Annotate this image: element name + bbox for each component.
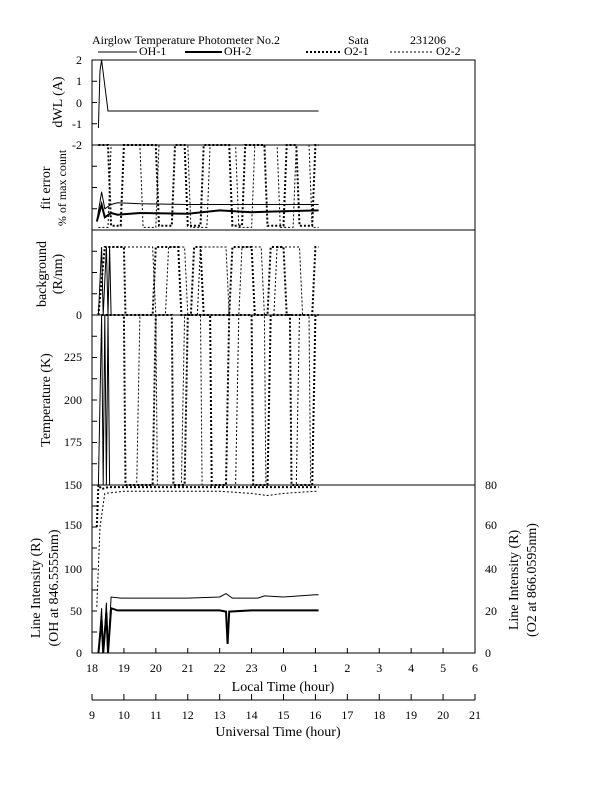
intensity-series-oh-1 xyxy=(98,594,318,653)
x-local-tick-label: 5 xyxy=(440,661,447,675)
intensity-left-ticks xyxy=(64,518,82,660)
panel-temp-frame xyxy=(92,315,475,485)
temp-tick-175: 175 xyxy=(64,435,82,449)
legend-label-oh1: OH-1 xyxy=(139,44,167,58)
x-local-tick-label: 22 xyxy=(213,661,226,675)
x-ut-tick-label: 14 xyxy=(245,708,258,722)
x-ut-tick-label: 15 xyxy=(277,708,290,722)
intensity-series-o2-2 xyxy=(97,491,319,607)
x-ut-tick-label: 16 xyxy=(309,708,322,722)
intensity-right-ylabel-1: Line Intensity (R) xyxy=(507,529,522,631)
temp-ticks xyxy=(64,350,82,492)
x-ut-tick-label: 13 xyxy=(213,708,226,722)
int-left-tick-100: 100 xyxy=(64,562,82,576)
x-local-tick-label: 0 xyxy=(280,661,287,675)
panel-bg-frame xyxy=(92,230,475,315)
x-ut-tick-label: 20 xyxy=(437,708,450,722)
int-right-tick-20: 20 xyxy=(485,604,497,618)
int-right-tick-40: 40 xyxy=(485,562,497,576)
x-ut-tick-label: 11 xyxy=(150,708,162,722)
int-left-tick-150: 150 xyxy=(64,518,82,532)
legend-label-o21: O2-1 xyxy=(344,44,369,58)
panel-intensity-frame xyxy=(92,485,475,653)
intensity-left-ylabel-1: Line Intensity (R) xyxy=(29,537,44,639)
dwl-tick-2: 2 xyxy=(76,53,82,67)
x-local-tick-label: 6 xyxy=(472,661,478,675)
temp-tick-150: 150 xyxy=(64,478,82,492)
x-ut-tick-label: 12 xyxy=(181,708,194,722)
x-ut-tick-label: 21 xyxy=(469,708,481,722)
panel-dwl-frame xyxy=(92,60,475,145)
int-right-tick-60: 60 xyxy=(485,518,497,532)
x-local-tick-label: 4 xyxy=(408,661,415,675)
temp-tick-200: 200 xyxy=(64,393,82,407)
legend-label-oh2: OH-2 xyxy=(224,44,252,58)
x-ut-label: Universal Time (hour) xyxy=(215,725,341,740)
x-ut-tick-label: 10 xyxy=(117,708,130,722)
dwl-ticks xyxy=(72,53,82,152)
temp-series-o2-1 xyxy=(102,315,319,485)
dwl-tick-m1: -1 xyxy=(72,117,82,131)
dwl-series-oh-1 xyxy=(98,60,318,128)
x-local-tick-label: 3 xyxy=(376,661,383,675)
tick-marks xyxy=(86,81,481,722)
x-ut-tick-label: 17 xyxy=(341,708,354,722)
bg-ylabel-2: (R/nm) xyxy=(51,253,66,295)
series-layer xyxy=(97,60,319,653)
chart-site: Sata xyxy=(348,33,369,47)
fit-ylabel-1: fit error xyxy=(39,166,54,210)
temp-series-o2-2 xyxy=(111,315,319,485)
int-left-tick-50: 50 xyxy=(70,604,82,618)
x-local-tick-label: 20 xyxy=(149,661,162,675)
intensity-right-ylabel-2: (O2 at 866.0595nm) xyxy=(525,523,540,637)
dwl-tick-0: 0 xyxy=(76,96,82,110)
dwl-tick-m2: -2 xyxy=(72,138,82,152)
dwl-tick-1: 1 xyxy=(76,74,82,88)
int-right-tick-80: 80 xyxy=(485,478,497,492)
x-local-label: Local Time (hour) xyxy=(231,680,335,695)
dwl-ylabel: dWL (A) xyxy=(51,76,66,128)
chart-title: Airglow Temperature Photometer No.2 xyxy=(92,33,281,47)
bg-ylabel-1: background xyxy=(35,240,50,308)
chart-date: 231206 xyxy=(410,33,446,47)
bg-tick-0: 0 xyxy=(76,308,82,322)
bg-series-o2-1 xyxy=(98,247,318,315)
intensity-right-ticks xyxy=(485,478,497,660)
x-local-tick-label: 18 xyxy=(86,661,98,675)
legend-label-o22: O2-2 xyxy=(436,44,461,58)
fit-ylabel-2: % of max count xyxy=(55,149,69,227)
x-local-tick-label: 19 xyxy=(117,661,130,675)
intensity-series-oh-2 xyxy=(98,608,318,653)
int-right-tick-0: 0 xyxy=(485,646,491,660)
x-ut-tick-label: 18 xyxy=(373,708,386,722)
x-ut-tick-label: 9 xyxy=(89,708,95,722)
temp-ylabel: Temperature (K) xyxy=(39,353,54,447)
int-left-tick-0: 0 xyxy=(76,646,82,660)
temp-tick-225: 225 xyxy=(64,350,82,364)
x-local-tick-label: 1 xyxy=(312,661,319,675)
x-local-tick-label: 2 xyxy=(344,661,351,675)
x-local-tick-label: 23 xyxy=(245,661,258,675)
temp-series-oh-1 xyxy=(98,315,111,485)
x-local-tick-label: 21 xyxy=(181,661,194,675)
x-ut-tick-label: 19 xyxy=(405,708,418,722)
intensity-left-ylabel-2: (OH at 846.5555nm) xyxy=(47,529,62,647)
